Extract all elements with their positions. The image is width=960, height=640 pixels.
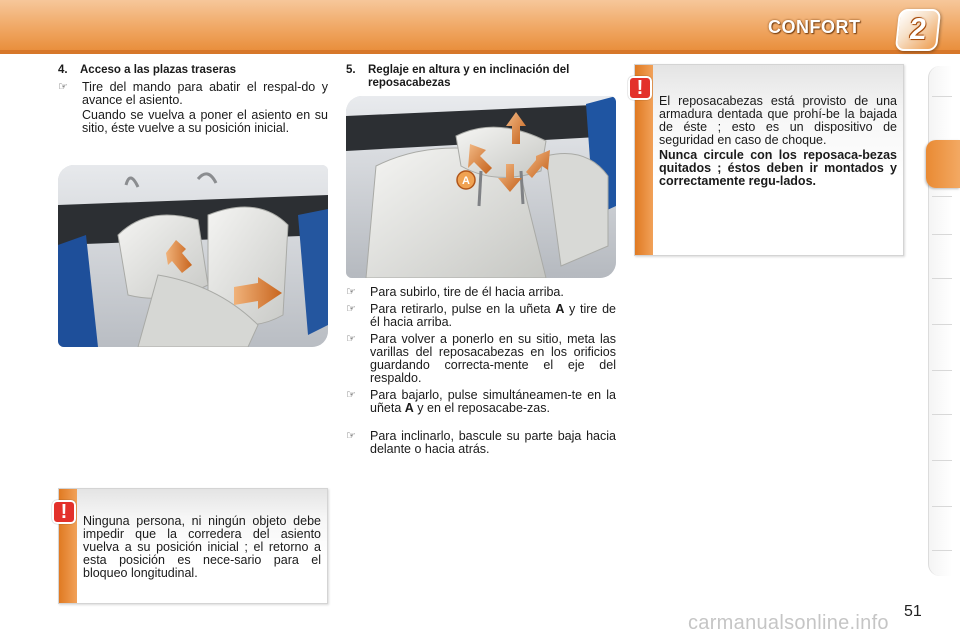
label-a: A [404, 401, 414, 415]
chapter-number: 2 [907, 13, 929, 46]
warning-icon: ! [52, 500, 76, 524]
warning-box-headrest [634, 64, 904, 256]
side-tab-rail [926, 66, 960, 576]
chapter-badge [895, 9, 941, 51]
page-number: 51 [904, 603, 922, 620]
bullet-text-part: y en el reposacabe-zas. [413, 401, 550, 415]
hand-pointer-icon: ☞ [346, 333, 356, 345]
warning-icon: ! [628, 76, 652, 100]
side-tab-divider [932, 414, 952, 415]
side-tab-divider [932, 460, 952, 461]
hand-pointer-icon: ☞ [346, 286, 356, 298]
bullet-text: Para subirlo, tire de él hacia arriba. [370, 285, 564, 299]
hand-pointer-icon: ☞ [346, 303, 356, 315]
bullet-text [370, 389, 616, 415]
bullet-text-part: Para bajarlo, pulse simultáneamen-te en la uñeta [370, 388, 616, 415]
section-5-bullet-5 [346, 430, 616, 456]
bullet-text [370, 303, 616, 329]
seat-lever-photo [58, 165, 328, 347]
side-tab-divider [932, 196, 952, 197]
hand-pointer-icon: ☞ [58, 81, 68, 93]
bullet-text: Para inclinarlo, bascule su parte baja hacia delante o hacia atrás. [370, 429, 616, 456]
section-5-bullet-4 [346, 389, 616, 415]
warning-box-seat [58, 488, 328, 604]
side-tab-divider [932, 370, 952, 371]
header-underline [0, 50, 960, 54]
side-tab-divider [932, 96, 952, 97]
section-5-bullet-1 [346, 286, 616, 299]
side-tab-divider [932, 506, 952, 507]
section-5-bullet-2 [346, 303, 616, 329]
watermark: carmanualsonline.info [688, 612, 889, 634]
side-tab-divider [932, 324, 952, 325]
warning-body: El reposacabezas está provisto de una armadura dentada que prohí-be la bajada de éste ; esto es un dispositivo de seguridad en caso de choque. [659, 94, 897, 147]
side-tab-divider [932, 278, 952, 279]
side-tab-active[interactable] [926, 140, 960, 188]
section-4-paragraph: Cuando se vuelva a poner el asiento en su sitio, éste vuelve a su posición inicial. [82, 108, 328, 135]
hand-pointer-icon: ☞ [346, 389, 356, 401]
headrest-illustration [346, 96, 616, 278]
section-4-bullet [58, 81, 328, 107]
side-tab-divider [932, 234, 952, 235]
bullet-text-part: y tire de él hacia arriba. [370, 302, 616, 329]
section-5-number: 5. [346, 64, 356, 76]
bullet-text-part: Para retirarlo, pulse en la uñeta [370, 302, 556, 316]
label-a: A [555, 302, 565, 316]
section-4-heading [58, 64, 328, 77]
section-5-title: Reglaje en altura y en inclinación del reposacabezas [368, 64, 570, 89]
warning-emphasis: Nunca circule con los reposaca-bezas quitados ; éstos deben ir montados y correctamente regu-lados. [659, 148, 897, 188]
bullet-text: Para volver a ponerlo en su sitio, meta las varillas del reposacabezas en los orificios guardando correcta-mente el eje del respaldo. [370, 332, 616, 385]
side-tab-divider [932, 550, 952, 551]
hand-pointer-icon: ☞ [346, 430, 356, 442]
section-4-bullet-text: Tire del mando para abatir el respal-do y avance el asiento. [82, 80, 328, 107]
seat-illustration [58, 165, 328, 347]
section-5-heading [346, 64, 616, 90]
section-5-bullet-3 [346, 333, 616, 385]
section-4-title: Acceso a las plazas traseras [80, 64, 236, 76]
headrest-photo [346, 96, 616, 278]
label-a-marker: A [462, 175, 470, 187]
warning-text: Ninguna persona, ni ningún objeto debe impedir que la corredera del asiento vuelva a su posición inicial ; el retorno a esta posición es nece-sario para el bloqueo longitudinal. [83, 514, 321, 580]
chapter-title: CONFORT [768, 17, 861, 37]
warning-text [659, 95, 897, 188]
section-4-number: 4. [58, 64, 68, 76]
